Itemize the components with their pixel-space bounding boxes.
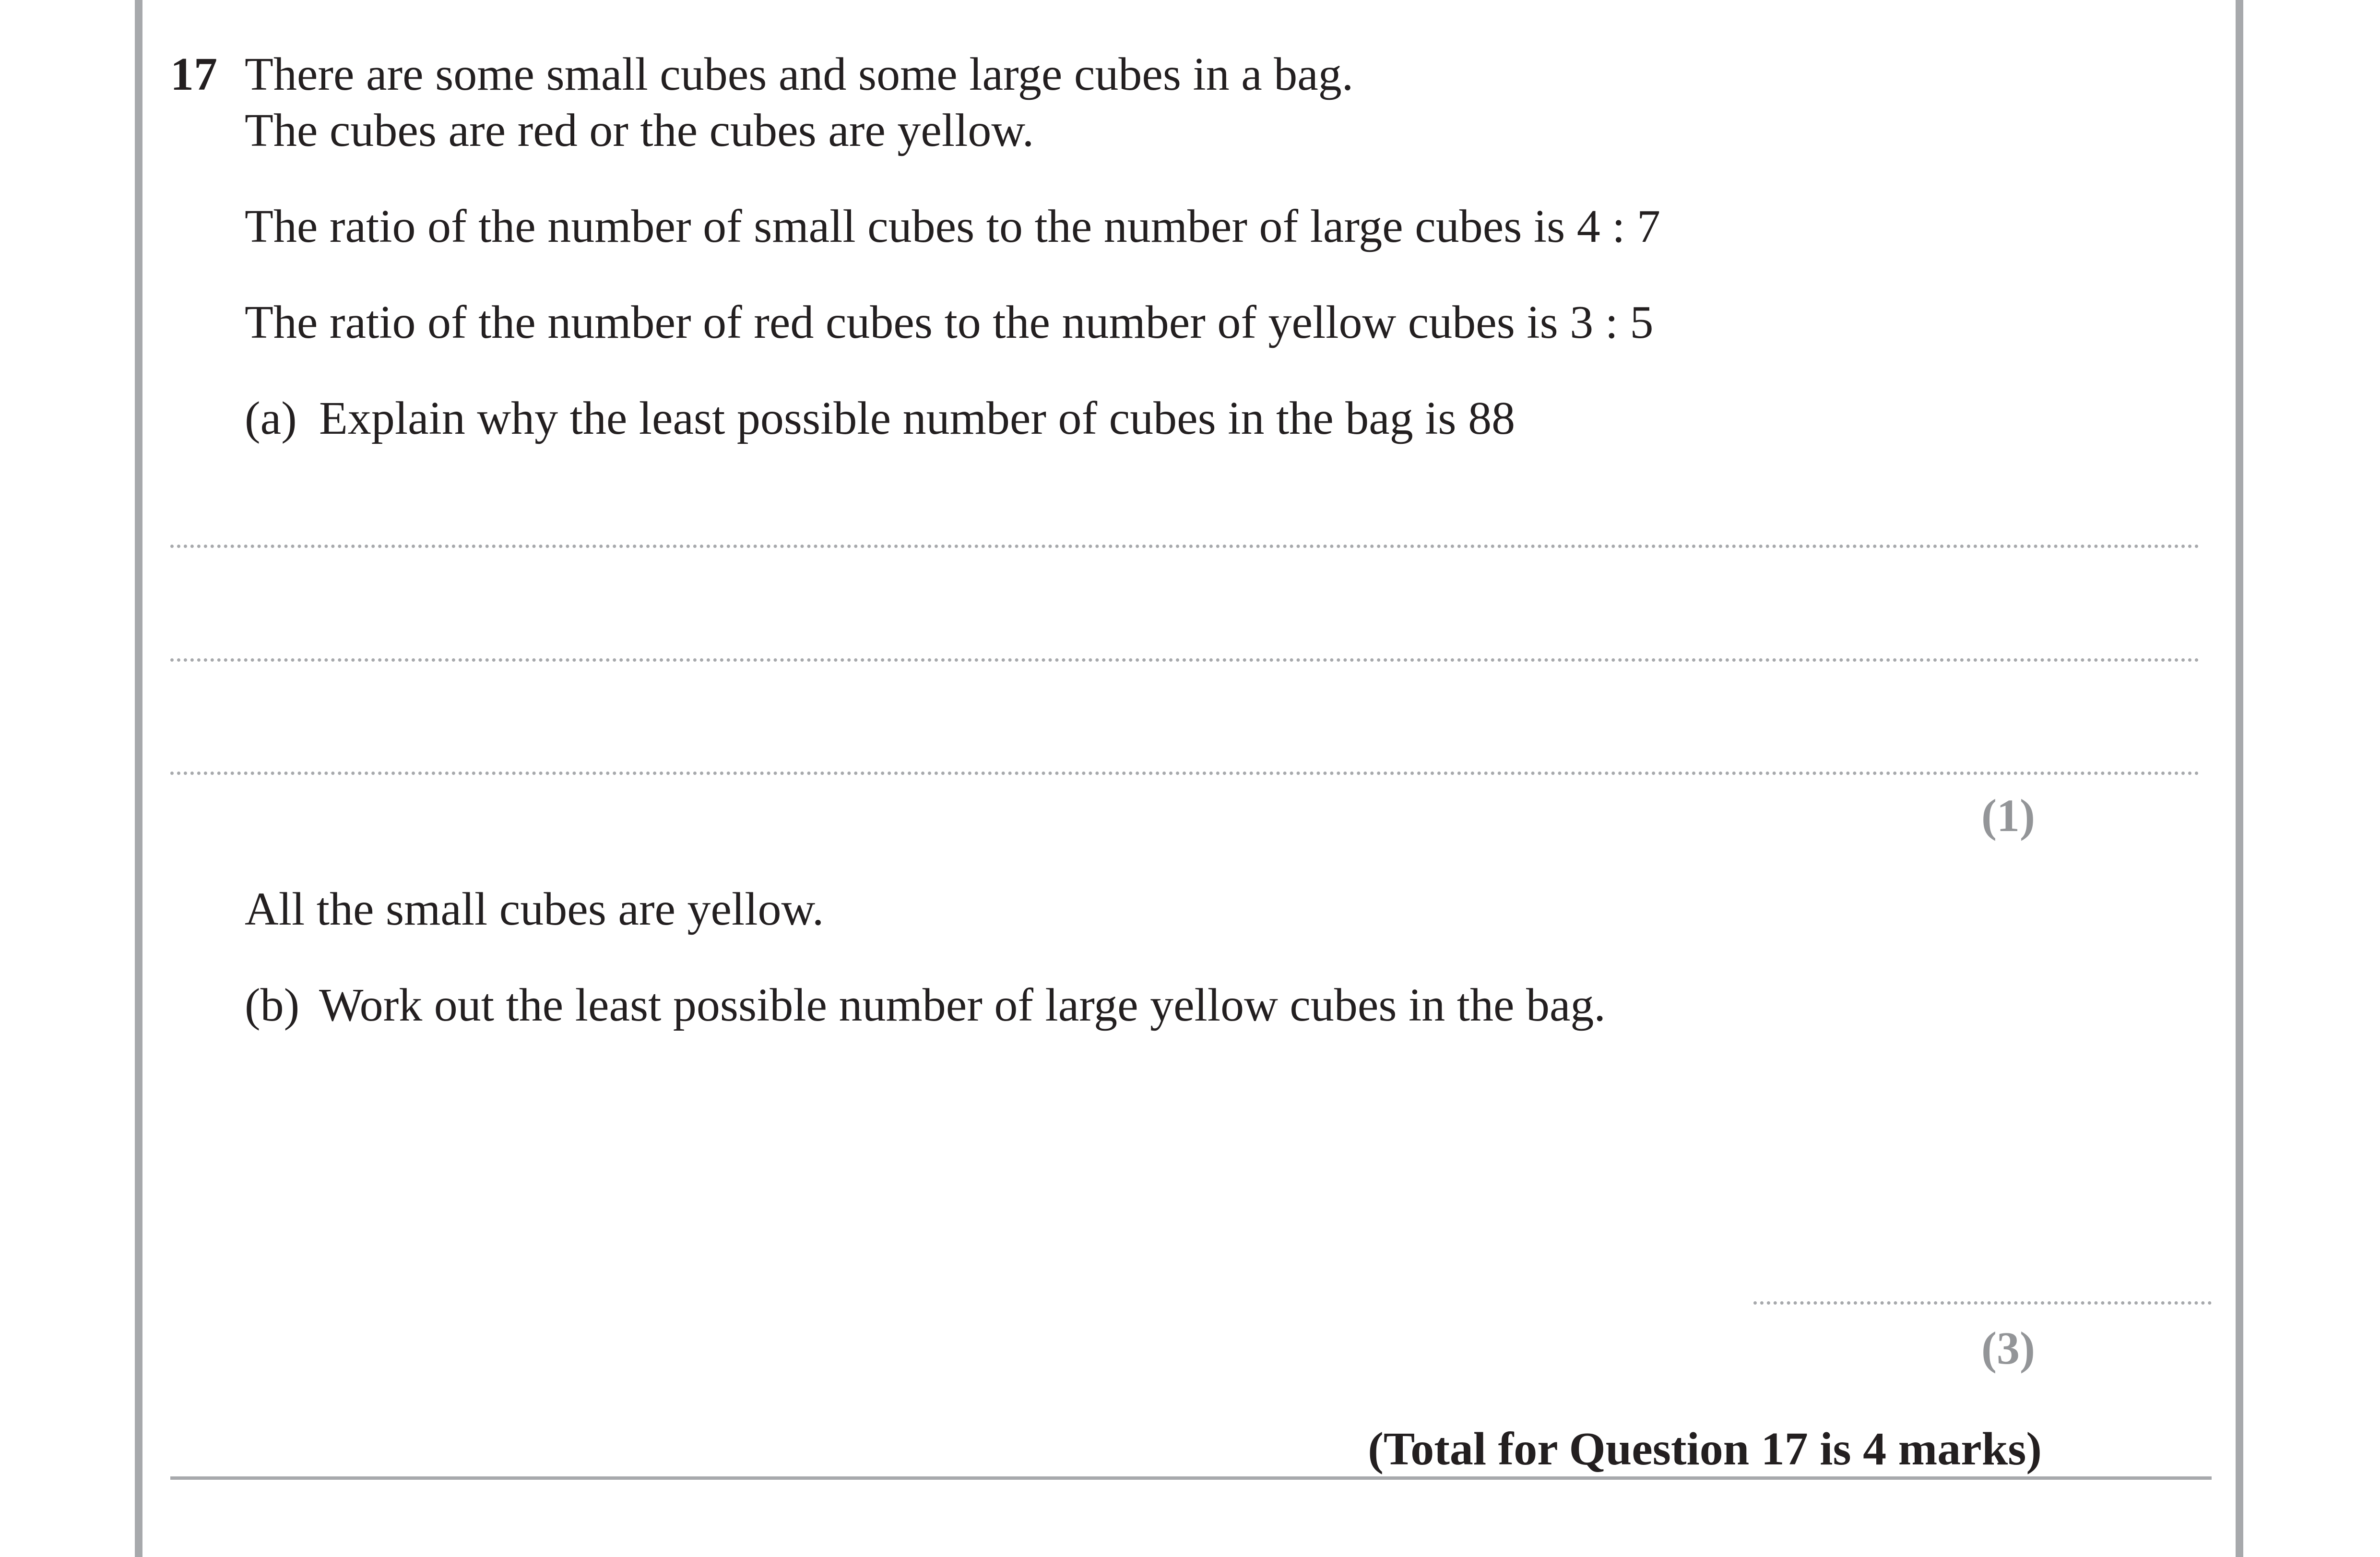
answer-line-a2[interactable]: [170, 658, 2200, 662]
right-margin-bar: [2236, 0, 2243, 1557]
condition-statement: All the small cubes are yellow.: [245, 883, 824, 935]
part-a-marks: (1): [1981, 790, 2035, 841]
answer-line-b[interactable]: [1753, 1301, 2212, 1305]
part-b-marks: (3): [1981, 1322, 2035, 1374]
intro-line-2: The cubes are red or the cubes are yellow.: [245, 105, 1034, 156]
part-b-label: (b): [245, 979, 300, 1031]
intro-line-1: There are some small cubes and some large cubes in a bag.: [245, 48, 1354, 100]
part-a-text: Explain why the least possible number of cubes in the bag is 88: [319, 392, 1516, 444]
answer-line-a3[interactable]: [170, 772, 2200, 775]
question-end-rule: [170, 1476, 2212, 1480]
part-a-question: [245, 390, 1515, 447]
part-a-label: (a): [245, 392, 297, 444]
part-b-text: Work out the least possible number of large yellow cubes in the bag.: [319, 979, 1606, 1031]
ratio-colour-statement: The ratio of the number of red cubes to the number of yellow cubes is 3 : 5: [245, 297, 1654, 348]
answer-line-a1[interactable]: [170, 545, 2200, 548]
left-margin-bar: [135, 0, 142, 1557]
question-number: 17: [170, 48, 217, 100]
ratio-size-statement: The ratio of the number of small cubes to the number of large cubes is 4 : 7: [245, 201, 1661, 252]
question-total-marks: (Total for Question 17 is 4 marks): [1368, 1423, 2042, 1475]
part-b-question: [245, 976, 1606, 1034]
